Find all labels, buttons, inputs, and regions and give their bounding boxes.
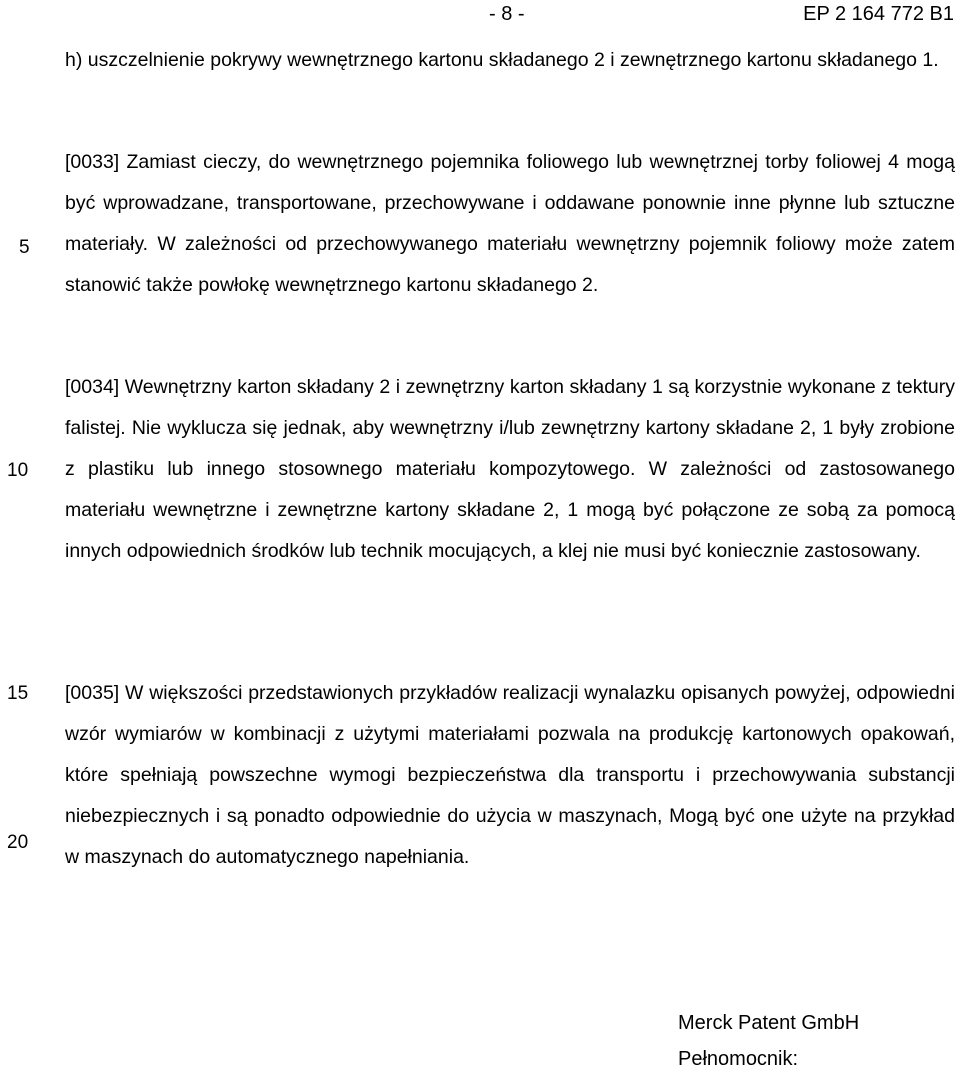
document-id: EP 2 164 772 B1 [803,3,954,25]
paragraph-0034: [0034] Wewnętrzny karton składany 2 i zewnętrzny karton składany 1 są korzystnie wykonane z tektury falistej. Nie wyklucza się jednak, aby wewnętrzny i/lub zewnętrzny kartony składane 2, 1 były zrobione z plastiku lub innego stosownego materiału kompozytowego. W zależności od zastosowanego materiału wewnętrzne i zewnętrzne kartony składane 2, 1 mogą być połączone ze sobą za pomocą innych odpowiednich środków lub technik mocujących, a klej nie musi być koniecznie zastosowany. [65,376,955,563]
signature-role: Pełnomocnik: [678,1048,799,1070]
line-number: 20 [7,832,29,853]
signature-block [678,1005,859,1077]
line-number: 10 [7,460,29,481]
line-number: 5 [19,237,30,258]
paragraph-0035: [0035] W większości przedstawionych przykładów realizacji wynalazku opisanych powyżej, odpowiedni wzór wymiarów w kombinacji z użytymi materiałami pozwala na produkcję kartonowych opakowań, które spełniają powszechne wymogi bezpieczeństwa dla transportu i przechowywania substancji niebezpiecznych i są ponadto odpowiednie do użycia w maszynach, Mogą być one użyte na przykład w maszynach do automatycznego napełniania. [65,682,955,869]
line-number: 15 [7,683,29,704]
signature-company: Merck Patent GmbH [678,1012,860,1034]
page-number: - 8 - [489,3,525,25]
paragraph-0033: [0033] Zamiast cieczy, do wewnętrznego pojemnika foliowego lub wewnętrznej torby foliowej 4 mogą być wprowadzane, transportowane, przechowywane i oddawane ponownie inne płynne lub sztuczne materiały. W zależności od przechowywanego materiału wewnętrzny pojemnik foliowy może zatem stanowić także powłokę wewnętrznego kartonu składanego 2. [65,151,955,297]
paragraph-item-h: h) uszczelnienie pokrywy wewnętrznego kartonu składanego 2 i zewnętrznego kartonu składanego 1. [65,49,939,71]
